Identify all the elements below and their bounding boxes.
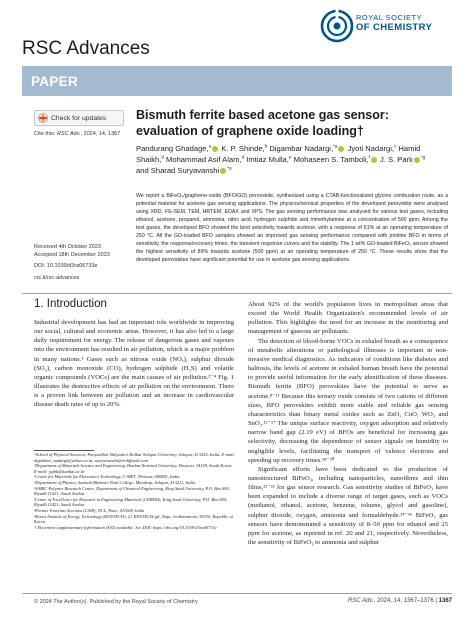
publisher-line2: OF CHEMISTRY — [356, 21, 433, 33]
cite-prefix: Cite this: — [34, 131, 56, 137]
author-affiliation: e — [288, 154, 292, 160]
author-affiliation: a — [208, 143, 212, 149]
author[interactable]: Digambar Nadargi, — [269, 144, 334, 153]
page-footer — [348, 598, 452, 604]
footnote: ᶠCenter of Excellence for Research in Engineering Materials (CEREM), King Saud University, P.O. Box 800, Riyadh 11421, Saudi Arabia — [34, 496, 228, 508]
cite-this — [34, 131, 120, 137]
affiliation-footnotes — [34, 452, 236, 530]
publisher-line1: ROYAL SOCIETY — [356, 13, 423, 22]
author-affiliation: *a — [333, 143, 338, 149]
orcid-icon[interactable] — [414, 157, 420, 163]
author-affiliation: d — [241, 154, 245, 160]
footer-journal: RSC Adv., — [347, 598, 376, 604]
check-for-updates-button[interactable] — [34, 110, 124, 126]
orcid-icon[interactable] — [338, 146, 344, 152]
section-heading: 1. Introduction — [34, 298, 107, 310]
author[interactable]: Jyoti Nadargi, — [347, 144, 394, 153]
author[interactable]: Hamid Shaikh, — [136, 144, 421, 165]
author[interactable]: Mohammad Asif Alam, — [166, 155, 242, 165]
author-affiliation: c — [394, 143, 397, 149]
orcid-icon[interactable] — [212, 146, 218, 152]
author-affiliation: *a — [227, 165, 232, 171]
footnote: ᵍFormer Emeritus Scientist (CSIR), NCL, Pune, 411008, India — [34, 507, 145, 513]
author[interactable]: and Sharad Suryavanshi — [136, 166, 220, 176]
author-affiliation: b — [264, 143, 268, 149]
accepted-date: Accepted 18th December 2023 — [34, 252, 110, 258]
footnote: ᵉSABIC Polymer Research Centre, Department of Chemical Engineering, King Saud University, P.O. Box 800, Riyadh 11421, Saudi Arabia — [34, 485, 230, 497]
received-date: Received 4th October 2023 — [34, 244, 101, 250]
orcid-icon[interactable] — [368, 154, 377, 163]
paragraph: The detection of blood-borne VOCs in exhaled breath as a consequence of metabolic alterations or pathological illnesses is important in non-invasive medical diagnostics. As indicators of conditions like diabetes and halitosis, the levels of acetone in exhaled human breath have the potential to provide useful information for the early identification of these diseases. Bismuth ferrite (BFO) perovskites have the potential to serve as acetone.⁸⁻¹¹ Because this ternary oxide consists of two cations of different sizes, BFO perovskites exhibit more stable and reliable gas sensing characteristics than binary metal oxides such as ZnO, CuO, WO₃ and SnO₂.¹²⁻¹⁷ The unique surface reactivity, oxygen adsorption and relatively narrow band gap (2.19 eV) of BFOs are beneficial for increasing gas selectivity, decreasing the dependence of sensor signals on humidity to negligible levels, facilitating the transport of valence electrons and speeding up recovery times.¹⁸⁻²⁰ — [248, 337, 448, 464]
author-affiliation: *g — [420, 154, 426, 160]
author-affiliation: f — [368, 154, 370, 160]
article-type-label: PAPER — [31, 74, 79, 89]
section-divider — [22, 293, 452, 294]
cite-rest: , 2024, 14, 1367 — [80, 131, 121, 137]
author[interactable]: K. P. Shinde, — [221, 144, 265, 153]
cite-journal: RSC Adv. — [56, 131, 81, 137]
author-list — [136, 143, 436, 176]
paragraph: About 92% of the world's population lives in metropolitan areas that exceed the World Health Organization's recommended levels of air pollution. This highlights the need for an increase in the monitoring and management of gaseous air pollutants. — [248, 301, 448, 336]
author[interactable]: Imtiaz Mulla, — [246, 155, 289, 165]
publisher-logo[interactable] — [318, 4, 468, 52]
check-for-updates-label: Check for updates — [51, 114, 107, 122]
crossmark-icon — [38, 113, 48, 123]
footnote: ʰKorea Institute of Energy Technology (KENTECH), 21 KENTECH-gil, Naju, Jeollanam-do, 58330, Republic of Korea — [34, 513, 233, 525]
footnote: ᵃSchool of Physical Sciences, Punyashlok Ahilyadevi Holkar Solapur University, Solapur, 413255, India. E-mail: digambar_nadargi@yahoo.co.in; ssuryavanshi@rediffmail.com — [34, 452, 235, 463]
footer-pages: 1367–1376 — [403, 598, 434, 604]
footnote: ᶜCentre for Materials for Electronics Technology, C-MET, Thrissur, 680581, India — [34, 474, 180, 480]
body-right-column — [248, 300, 448, 547]
author[interactable]: Pandurang Ghadage, — [136, 144, 209, 153]
author[interactable]: Mohaseen S. Tamboli, — [293, 155, 369, 165]
received-dates — [34, 243, 110, 259]
article-title: Bismuth ferrite based acetone gas sensor: evaluation of graphene oxide loading† — [136, 108, 389, 138]
footnote: ᵇDepartment of Materials Science and Engineering, Hanbat National University, Daejeon, 34158, South Korea. E-mail: jsphk@hanbat.ac.kr — [34, 463, 233, 474]
article-type-band — [22, 66, 452, 96]
footer-separator: | — [435, 598, 437, 604]
abstract: We report a BiFeO₃/graphene-oxide (BFO/GO) perovskite, synthesized using a CTAB-functionalized glycine combustion route, as a potential material for acetone gas sensing applications. The physicochemical properties of the developed perovskite were analysed using XRD, FE-SEM, TEM, HRTEM, EDAX and XPS. The gas sensing performance was analysed for various test gases, including ethanol, acetone, propanol, ammonia, nitric acid, hydrogen sulphide and trimethylamine at a concentration of 500 ppm. Among the test gases, the developed BFO showed the best selectivity towards acetone, with a response of 61% at an operating temperature of 250 °C. All the GO-loaded BFO samples showed an improved gas sensing performance compared with pristine BFO in terms of sensitivity, the response/recovery times, the transient response curves and the stability. The 1 wt% GO-loaded BiFeO₃ sensor showed the highest sensitivity of 89% towards acetone (500 ppm) at an operating temperature of 250 °C. These results show that the developed perovskites have significant potential for use in acetone gas sensing applications. — [136, 193, 448, 263]
body-left-column: Industrial development has had an important role worldwide in improving our social, cultural and economic areas. However, it has also led to a large daily requirement for energy. The release of dangerous gases and vapours into the environment has resulted in air pollution, which is a major problem in many nations.¹ Gases such as nitrous oxide (NOₓ), sulphur dioxide (SO₂), carbon monoxide (CO), hydrogen sulphide (H₂S) and volatile organic compounds (VOCs) are the main causes of air pollution.²⁻⁴ Fig. 1 illustrates the destructive effects of air pollution on the environment. There is a proven link between air pollution and an increase in cardiovascular disease death rates of up to 20%. — [34, 319, 234, 409]
paragraph: Significant efforts have been dedicated to the production of nanostructured BiFeO₃, including nanoparticles, nanofibres and thin films,²¹⁻²³ for gas sensor research. Gas sensitivity studies of BiFeO₃ have been expanded to include a diverse range of target gases, such as VOCs (methanol, ethanol, acetone, benzene, toluene, glycol and gasoline), sulphur dioxide, oxygen, ammonia and formaldehyde.²⁴⁻³⁶ BiFeO₃ gas sensors have demonstrated a sensitivity of 8–50 ppm for ethanol and 25 ppm for acetone, as reported in ref. 20 and 21, respectively. Nevertheless, the sensitivity of BiFeO₃ to ammonia and sulphur — [248, 465, 448, 547]
footnote: ᵈDepartment of Physics, Santosh Bhimrao Patil College, Mandrup, Solapur, 413221, India — [34, 479, 195, 485]
footer-divider — [22, 593, 452, 594]
footer-volume: 2024, 14, — [376, 598, 403, 604]
journal-link[interactable]: rsc.li/rsc-advances — [34, 275, 80, 281]
copyright-notice: © 2024 The Author(s). Published by the Royal Society of Chemistry — [34, 599, 198, 605]
rsc-logo-icon — [320, 9, 354, 43]
journal-title: RSC Advances — [22, 38, 150, 59]
author[interactable]: J. S. Park — [379, 155, 413, 165]
footnote-divider — [34, 450, 94, 451]
orcid-icon[interactable] — [220, 168, 226, 174]
doi-link[interactable]: DOI: 10.1039/d3ra06733e — [34, 263, 98, 269]
footnote: † Electronic supplementary information (ESI) available. See DOI: https://doi.org/10.1039/d3ra06733e — [34, 524, 217, 530]
page-number: 1367 — [438, 598, 452, 604]
author-affiliation: d — [161, 154, 164, 160]
